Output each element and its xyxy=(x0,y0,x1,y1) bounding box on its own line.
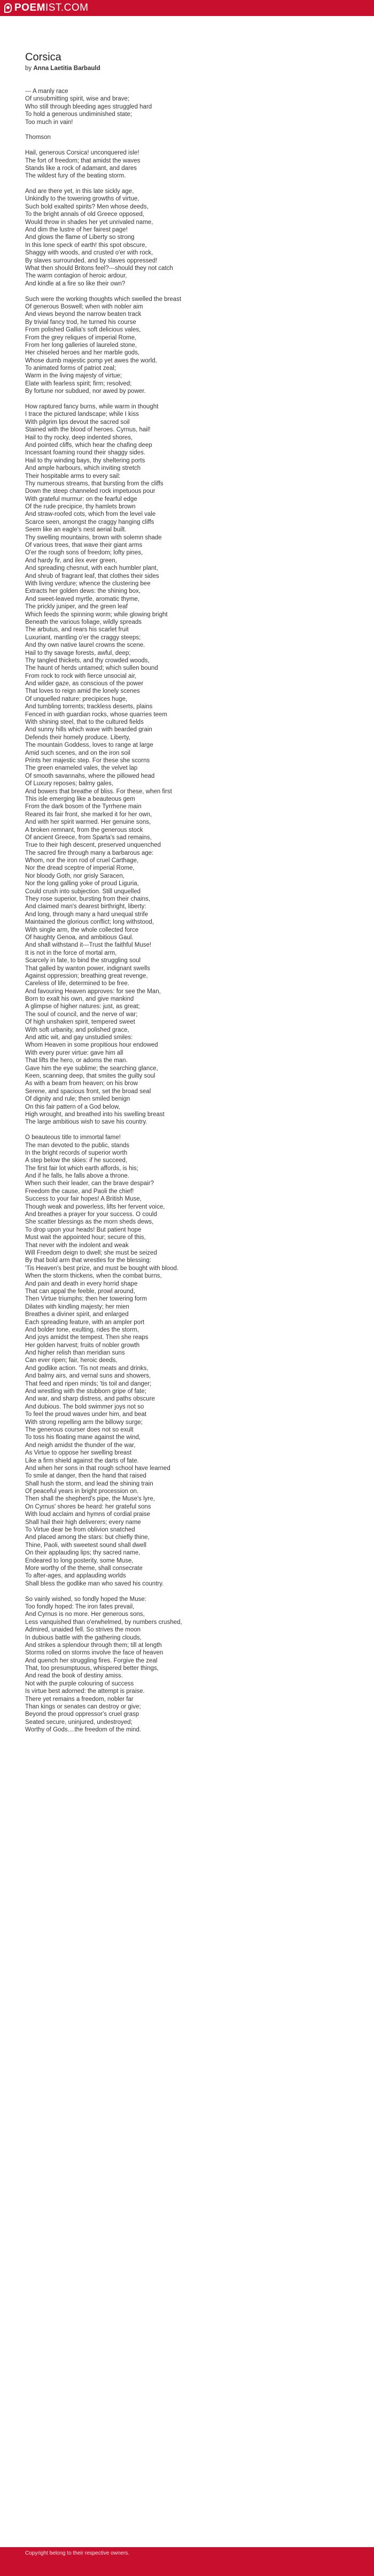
poem-line: The arbutus, and rears his scarlet fruit xyxy=(25,626,129,633)
poem-line: And hardy fir, and ilex ever green, xyxy=(25,557,117,564)
poem-line: Shaggy with woods, and crusted o'er with rock, xyxy=(25,250,153,257)
poem-line: And when her sons in that rough school have learned xyxy=(25,1465,170,1472)
poem-line: And bowers that breathe of bliss. For these, when first xyxy=(25,788,172,795)
poem-line: And balmy airs, and vernal suns and showers, xyxy=(25,1373,151,1380)
poem-line: And war, and sharp distress, and paths obscure xyxy=(25,1396,155,1403)
poem-line: Could crush into subjection. Still unquelled xyxy=(25,888,141,895)
poem-line: Incessant foaming round their shaggy sides. xyxy=(25,450,146,457)
poem-line: Whose dumb majestic pomp yet awes the world, xyxy=(25,357,157,364)
poem-line: That loves to reign amid the lonely scenes xyxy=(25,688,140,695)
poem-line: By that bold arm that wrestles for the blessing: xyxy=(25,1257,151,1264)
poem-line: And strikes a splendour through them; till at length xyxy=(25,1642,162,1649)
poem-line: Of generous Boswell; when with nobler aim xyxy=(25,303,143,310)
poem-line: To smile at danger, then the hand that raised xyxy=(25,1473,146,1480)
poem-line: Hail, generous Corsica! unconquered isle! xyxy=(25,150,139,157)
poem-line: And with her spirit warmed. Her genuine sons, xyxy=(25,819,151,826)
poem-line: There yet remains a freedom, nobler far xyxy=(25,1696,134,1703)
poem-line: When such their leader, can the brave despair? xyxy=(25,1180,154,1187)
poem-line: Thy numerous streams, that bursting from the cliffs xyxy=(25,480,163,487)
poem-line: That never with the indolent and weak xyxy=(25,1242,129,1249)
poem-line: And wilder gaze, as conscious of the power xyxy=(25,680,144,687)
poem-line: To Virtue dear be from oblivion snatched xyxy=(25,1527,135,1534)
poem-line: Keen, scanning deep, that smites the guilty soul xyxy=(25,1073,155,1079)
poem-line: Nor bloody Goth, nor grisly Saracen, xyxy=(25,872,125,879)
poem-line: --- A manly race xyxy=(25,88,68,95)
poem-line: And thy own native laurel crowns the scene. xyxy=(25,642,145,649)
poem-line: The generous courser does not so exult xyxy=(25,1426,134,1433)
poem-line: Thine, Paoli, with sweetest sound shall dwell xyxy=(25,1542,146,1549)
poem-line: On this fair pattern of a God below, xyxy=(25,1103,120,1110)
poem-line: And higher relish than meridian suns xyxy=(25,1350,125,1357)
poem-line: The wildest fury of the beating storm. xyxy=(25,173,126,180)
poem-line: And pain and death in every horrid shape xyxy=(25,1280,138,1287)
logo-pin-icon xyxy=(4,3,12,13)
poem-line: Defends their homely produce. Liberty, xyxy=(25,734,130,741)
poem-line: With strong repelling arm the billowy surge; xyxy=(25,1419,143,1426)
stanza-gap xyxy=(25,180,351,188)
poem-line: Who still through bleeding ages struggled hard xyxy=(25,103,152,110)
poem-line: Scarcely in fate, to bind the struggling soul xyxy=(25,957,141,964)
poem-line: She scatter blessings as the morn sheds dews, xyxy=(25,1219,154,1226)
poem-line: Nor the dread sceptre of imperial Rome, xyxy=(25,865,135,872)
poem-line: Admired, unaided fell. So strives the moon xyxy=(25,1627,141,1634)
poem-line: With every purer virtue: gave him all xyxy=(25,1049,123,1056)
poem-line: And Cyrnus is no more. Her generous sons, xyxy=(25,1611,145,1618)
poem-line: Gave him the eye sublime; the searching glance, xyxy=(25,1065,158,1072)
poem-line: Amid such scenes, and on the iron soil xyxy=(25,749,130,756)
stanza-gap xyxy=(25,396,351,403)
poem-line: Stands like a rock of adamant, and dares xyxy=(25,165,137,172)
poem-line: Then Virtue triumphs; then her towering form xyxy=(25,1296,147,1303)
poem-line: To feel the proud waves under him, and beat xyxy=(25,1411,146,1418)
poem-line: To the bright annals of old Greece opposed, xyxy=(25,211,145,218)
poem-line: Fenced in with guardian rocks, whose quarries teem xyxy=(25,711,167,718)
poem-line: To drop upon your heads! But patient hope xyxy=(25,1226,142,1233)
poem-line: A step below the skies: if he succeed, xyxy=(25,1157,128,1164)
poem-line: In dubious battle with the gathering clouds, xyxy=(25,1634,142,1641)
poem-line: True to their high descent, preserved unquenched xyxy=(25,842,161,849)
stanza-gap xyxy=(25,1126,351,1134)
poem-line: Warm in the living majesty of virtue; xyxy=(25,373,122,380)
poem-line: And views beyond the narrow beaten track xyxy=(25,311,142,318)
poem-line: Of ancient Greece, from Sparta's sad remains, xyxy=(25,834,152,841)
poem-line: By trivial fancy trod, he turned his course xyxy=(25,319,136,326)
poem-line: And godlike action. 'Tis not meats and drinks, xyxy=(25,1365,149,1372)
poem-line: Beyond the proud oppressor's cruel grasp xyxy=(25,1711,139,1718)
poem-line: Reared its fair front, she marked it for her own, xyxy=(25,811,152,818)
poem-line: The sacred fire through many a barbarous age: xyxy=(25,849,154,856)
poem-line: This isle emerging like a beauteous gem xyxy=(25,795,135,802)
poem-line: With grateful murmur: on the fearful edge xyxy=(25,496,137,502)
poem-line: Of Luxury reposes; balmy gales, xyxy=(25,780,113,787)
poem-line: Of unsubmitting spirit, wise and brave; xyxy=(25,96,129,103)
poem-line: 'Tis Heaven's best prize, and must be bought with blood. xyxy=(25,1265,179,1272)
poem-line: Though weak and powerless, lifts her fervent voice, xyxy=(25,1203,165,1210)
poem-line: Of unquelled nature: precipices huge, xyxy=(25,695,128,702)
poem-line: That, too presumptuous, whispered better things, xyxy=(25,1665,159,1672)
byline-prefix: by xyxy=(25,65,32,72)
poem-line: With pilgrim lips devout the sacred soil xyxy=(25,419,130,426)
poem-line: Success to your fair hopes! A British Muse, xyxy=(25,1196,142,1203)
poem-line: Scarce seen, amongst the craggy hanging cliffs xyxy=(25,519,154,525)
poem-line: The man devoted to the public, stands xyxy=(25,1142,129,1149)
poem-line: Against oppression; breathing great revenge, xyxy=(25,972,148,979)
poem-line: Luxuriant, mantling o'er the craggy steeps; xyxy=(25,634,141,641)
poem-line: That can appal the feeble, prowl around, xyxy=(25,1288,135,1295)
poem-line: Stained with the blood of heroes. Cyrnus, hail! xyxy=(25,427,151,434)
poem-line: Born to exalt his own, and give mankind xyxy=(25,996,134,1003)
poem-line: Would throw in shades her yet unrivaled name, xyxy=(25,219,153,226)
poem-line: When the storm thickens, when the combat burns, xyxy=(25,1273,162,1280)
poem-line: The large ambitious wish to save his country. xyxy=(25,1119,147,1126)
poem-line: Maintained the glorious conflict; long withstood, xyxy=(25,919,154,926)
poem-line: The mountain Goddess, loves to range at large xyxy=(25,742,153,749)
poem-line: Hail to thy rocky, deep indented shores, xyxy=(25,434,133,441)
poem-line: And are there yet, in this late sickly age, xyxy=(25,188,134,195)
poem-line: Can ever ripen; fair, heroic deeds, xyxy=(25,1357,118,1364)
poem-line: Hail to thy winding bays, thy sheltering ports xyxy=(25,457,145,464)
poem-line: And pointed cliffs, which hear the chafing deep xyxy=(25,442,152,448)
poem-line: Of peaceful years in bright procession on. xyxy=(25,1488,139,1495)
poem-line: And tumbling torrents; trackless deserts, plains xyxy=(25,703,153,710)
poem-line: A glimpse of higher natures: just, as great; xyxy=(25,1003,140,1010)
poem-line: The green enameled vales, the velvet lap xyxy=(25,765,138,772)
poem-line: And if he falls, he falls above a throne. xyxy=(25,1173,129,1180)
poem-line: And shrub of fragrant leaf, that clothes their sides xyxy=(25,573,159,579)
poem-line: Shall hush the storm, and lead the shining train xyxy=(25,1480,153,1487)
poem-line: Their hospitable arms to every sail: xyxy=(25,473,121,479)
poem-line: On Cyrnus' shores be heard: her grateful sons xyxy=(25,1503,151,1510)
poem-line: Of the rude precipice, thy hamlets brown xyxy=(25,504,136,510)
poem-line: Each spreading feature, with an ampler port xyxy=(25,1319,145,1326)
stanza-gap xyxy=(25,288,351,295)
poem-line: Then shall the shepherd's pipe, the Muse's lyre, xyxy=(25,1496,155,1503)
poem-line: That feed and ripen minds; 'tis toil and danger; xyxy=(25,1380,152,1387)
poem-line: Too fondly hoped: The iron fates prevail, xyxy=(25,1603,135,1610)
poem-line: And quench her struggling fires. Forgive the zeal xyxy=(25,1657,158,1664)
poem-line: In this lone speck of earth! this spot obscure, xyxy=(25,242,147,249)
poem-line: Endeared to long posterity, some Muse, xyxy=(25,1557,134,1564)
poem-line: Shall hail their high deliverers; every name xyxy=(25,1519,141,1526)
poem-line: And placed among the stars: but chiefly thine, xyxy=(25,1534,150,1541)
poem-line: Careless of life, determined to be free. xyxy=(25,980,129,987)
poem-line: From the grey reliques of imperial Rome, xyxy=(25,334,137,341)
poem-line: Breathes a diviner spirit, and enlarged xyxy=(25,1311,129,1318)
poem-line: The warm contagion of heroic ardour, xyxy=(25,273,127,280)
poem-line: Hail to thy savage forests, awful, deep; xyxy=(25,649,131,656)
poem-line: Than kings or senates can destroy or give; xyxy=(25,1704,141,1711)
poem-line: And kindle at a fire so like their own? xyxy=(25,280,126,287)
poem-line: What then should Britons feel?---should they not catch xyxy=(25,265,173,272)
poem-line: Shall bless the godlike man who saved his country. xyxy=(25,1580,164,1587)
poem-line: Seem like an eagle's nest aerial built. xyxy=(25,527,127,533)
poem-line: By slaves surrounded, and by slaves oppressed! xyxy=(25,257,158,264)
site-header xyxy=(0,0,374,16)
poem-line: And claimed man's dearest birthright, liberty: xyxy=(25,903,146,910)
poem-line: Thomson xyxy=(25,134,51,141)
poem-line: And favouring Heaven approves: for see the Man, xyxy=(25,988,161,995)
poem-line: From rock to rock with fierce unsocial air, xyxy=(25,672,137,679)
poem-line: Whom, nor the iron rod of cruel Carthage, xyxy=(25,857,139,864)
poem-line: I trace the pictured landscape; while I kiss xyxy=(25,411,139,418)
poem-line: As with a beam from heaven; on his brow xyxy=(25,1080,138,1087)
poem-content xyxy=(25,51,351,1734)
poem-line: Her chiseled heroes and her marble gods, xyxy=(25,350,140,357)
poem-line: To toss his floating mane against the wind, xyxy=(25,1434,141,1441)
poem-line: Less vanquished than o'erwhelmed, by numbers crushed, xyxy=(25,1619,182,1626)
poem-line: From the dark bosom of the Tyrrhene main xyxy=(25,803,142,810)
poem-line: Such bold exalted spirits? Men whose deeds, xyxy=(25,203,149,210)
poem-line: Her golden harvest; fruits of nobler growth xyxy=(25,1342,140,1349)
stanza-gap xyxy=(25,142,351,149)
poem-byline xyxy=(25,65,351,72)
poem-line: Too much in vain! xyxy=(25,119,73,126)
poem-body xyxy=(25,88,351,1734)
poem-line: Of dignity and rule; then smiled benign xyxy=(25,1096,130,1103)
poem-line: The haunt of herds untamed; which sullen bound xyxy=(25,665,158,672)
poem-line: Dilates with kindling majesty; her mien xyxy=(25,1303,129,1310)
poem-line: The fort of freedom; that amidst the waves xyxy=(25,157,141,164)
poem-line: To after-ages, and applauding worlds xyxy=(25,1573,126,1580)
poem-line: How raptured fancy burns, while warm in thought xyxy=(25,404,159,411)
stanza-gap xyxy=(25,126,351,134)
poem-line: By fortune nor subdued, nor awed by power. xyxy=(25,388,146,395)
poem-line: They rose superior, bursting from their chains, xyxy=(25,896,150,903)
poem-line: And glows the flame of Liberty so strong xyxy=(25,234,135,241)
poem-line: Extracts her golden dews: the shining box, xyxy=(25,588,141,595)
poem-line: And shall withstand it---Trust the faithful Muse! xyxy=(25,942,152,949)
poem-line: Serene, and spacious front, set the broad seal xyxy=(25,1088,151,1095)
site-footer xyxy=(0,2547,374,2576)
poem-line: And dim the lustre of her fairest page! xyxy=(25,227,128,234)
poem-line: Storms rolled on storms involve the face of heaven xyxy=(25,1650,163,1657)
poem-line: Prints her majestic step. For these she scorns xyxy=(25,757,150,764)
poem-line: The first fair lot which earth affords, is his; xyxy=(25,1165,138,1172)
poem-line: Beneath the various foliage, wildly spreads xyxy=(25,618,142,625)
copyright-text: Copyright belong to their respective owners. xyxy=(25,2550,130,2556)
poem-line: Of haughty Genoa, and ambitious Gaul. xyxy=(25,934,134,941)
poem-line: A broken remnant, from the generous stock xyxy=(25,826,143,833)
poem-line: To animated forms of patriot zeal; xyxy=(25,365,116,372)
poem-line: Seated secure, uninjured, undestroyed; xyxy=(25,1719,133,1726)
poem-line: Is virtue best adorned: the attempt is praise. xyxy=(25,1688,145,1695)
poem-title: Corsica xyxy=(25,51,61,63)
poem-line: And straw-roofed cots, which from the level vale xyxy=(25,511,156,518)
poem-line: O beauteous title to immortal fame! xyxy=(25,1134,121,1141)
poem-line: Of high unshaken spirit, tempered sweet xyxy=(25,1019,135,1026)
poem-line: So vainly wished, so fondly hoped the Muse: xyxy=(25,1596,146,1603)
poem-line: And sunny hills which wave with bearded grain xyxy=(25,726,152,733)
poem-line: Of various trees, that wave their giant arms xyxy=(25,542,143,549)
poem-line: And long, through many a hard unequal strife xyxy=(25,911,149,918)
poem-line: From polished Gallia's soft delicious vales, xyxy=(25,327,141,334)
poem-line: Not with the purple colouring of success xyxy=(25,1680,134,1687)
poem-line: Freedom the cause, and Paoli the chief! xyxy=(25,1188,134,1195)
poem-line: Thy tangled thickets, and thy crowded woods, xyxy=(25,657,150,664)
poem-line: And dubious. The bold swimmer joys not so xyxy=(25,1403,144,1410)
poem-line: The prickly juniper, and the green leaf xyxy=(25,604,128,610)
poem-line: Must wait the appointed hour; secure of this, xyxy=(25,1234,146,1241)
poem-line: Such were the working thoughts which swelled the breast xyxy=(25,296,182,303)
poem-line: With living verdure; whence the clustering bee xyxy=(25,581,151,587)
poem-line: Worthy of Gods....the freedom of the mind. xyxy=(25,1727,142,1734)
poem-line: Thy swelling mountains, brown with solemn shade xyxy=(25,534,162,541)
poem-line: With single arm, the whole collected force xyxy=(25,926,139,933)
poem-line: And breathes a prayer for your success. O could xyxy=(25,1211,157,1218)
stanza-gap xyxy=(25,1588,351,1595)
poem-line: Will Freedom deign to dwell; she must be seized xyxy=(25,1249,157,1256)
poem-line: To hold a generous undiminished state; xyxy=(25,111,133,118)
poem-line: As Virtue to oppose her swelling breast xyxy=(25,1450,132,1457)
poem-line: That galled by wanton power, indignant swells xyxy=(25,965,150,972)
poem-line: From her long galleries of laureled stone, xyxy=(25,342,137,349)
poem-line: Which feeds the spinning worm; while glowing bright xyxy=(25,611,168,618)
poem-line: With loud acclaim and hymns of cordial praise xyxy=(25,1511,150,1518)
author-link[interactable]: Anna Laetitia Barbauld xyxy=(33,65,100,72)
poem-line: In the bright records of superior worth xyxy=(25,1149,128,1156)
poem-line: Unkindly to the towering growths of virtue, xyxy=(25,196,139,203)
poem-line: O'er the rough sons of freedom; lofty pines, xyxy=(25,550,143,556)
poem-line: High wrought, and breathed into his swelling breast xyxy=(25,1111,165,1118)
poem-line: Of smooth savannahs, where the pillowed head xyxy=(25,772,155,779)
poem-line: And sweet-leaved myrtle, aromatic thyme, xyxy=(25,595,140,602)
poem-line: It is not in the force of mortal arm, xyxy=(25,949,117,956)
poem-line: And bolder tone, exulting, rides the storm, xyxy=(25,1326,139,1333)
poem-line: That lifts the hero, or adorns the man. xyxy=(25,1057,128,1064)
poem-line: Down the steep channeled rock impetuous pour xyxy=(25,488,155,495)
poem-line: More worthy of the theme, shall consecrate xyxy=(25,1565,143,1572)
poem-line: And attic wit, and gay unstudied smiles: xyxy=(25,1034,133,1041)
logo-text: POEMIST.COM xyxy=(14,2,89,13)
poem-line: With shining steel, that to the cultured fields xyxy=(25,719,144,726)
poem-line: Elate with fearless spirit; firm; resolved; xyxy=(25,380,132,387)
poem-line: And ample harbours, which inviting stretch xyxy=(25,465,141,472)
poem-line: With soft urbanity, and polished grace, xyxy=(25,1026,129,1033)
poem-line: Like a firm shield against the darts of fate. xyxy=(25,1457,139,1464)
poem-line: Nor the long galling yoke of proud Liguria, xyxy=(25,880,139,887)
poem-line: And joys amidst the tempest. Then she reaps xyxy=(25,1334,149,1341)
poem-line: And spreading chesnut, with each humbler plant, xyxy=(25,565,158,572)
site-logo[interactable] xyxy=(4,2,89,14)
poem-line: On their applauding lips; thy sacred name, xyxy=(25,1550,141,1557)
poem-line: The soul of council, and the nerve of war; xyxy=(25,1011,138,1018)
poem-line: And read the book of destiny amiss. xyxy=(25,1673,123,1680)
poem-line: And neigh amidst the thunder of the war, xyxy=(25,1442,136,1449)
poem-line: And wrestling with the stubborn gripe of fate; xyxy=(25,1388,146,1395)
poem-line: Whom Heaven in some propitious hour endowed xyxy=(25,1042,158,1049)
